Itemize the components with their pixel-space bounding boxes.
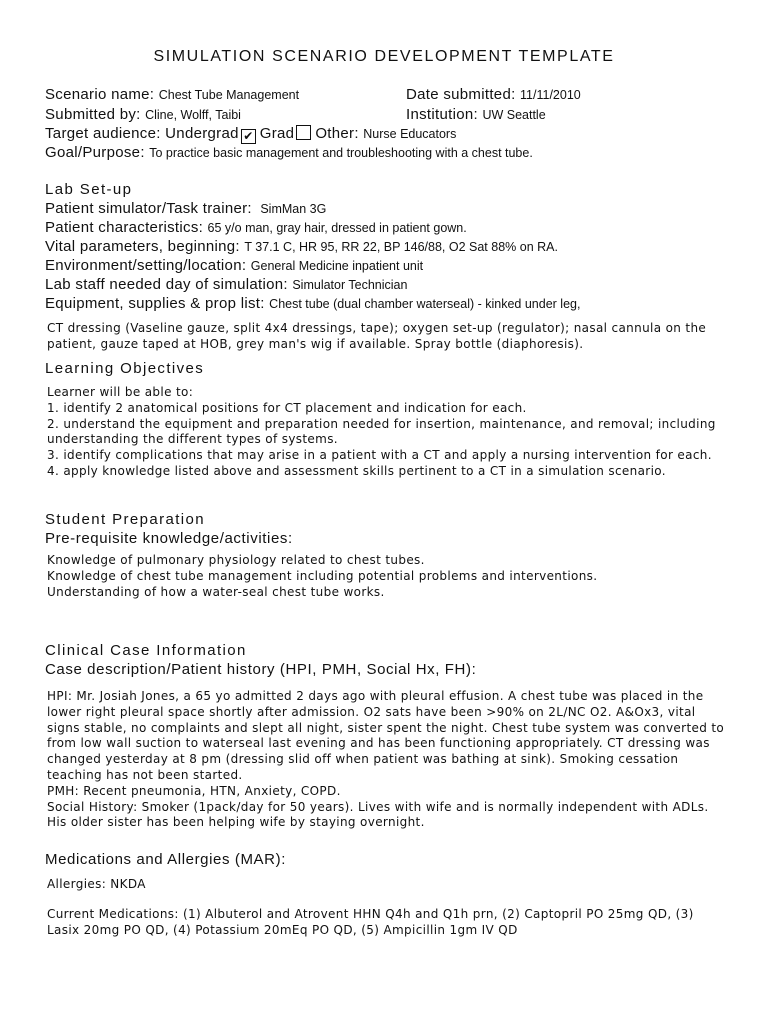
- case-line: lower right pleural space shortly after admission. O2 sats have been >90% on 2L/NC O2. A&Ox3, vital: [47, 704, 696, 719]
- case-line: from low wall suction to waterseal last evening and has been functioning appropriately. CT dressing was: [47, 736, 710, 751]
- target-audience-label: Target audience:: [45, 125, 161, 142]
- list-item: Knowledge of chest tube management including potential problems and interventions.: [47, 568, 598, 583]
- case-line: PMH: Recent pneumonia, HTN, Anxiety, COPD.: [47, 783, 341, 798]
- vitals-label: Vital parameters, beginning:: [45, 238, 240, 255]
- list-item: 4. apply knowledge listed above and assessment skills pertinent to a CT in a simulation scenario.: [47, 463, 666, 478]
- lab-setup-heading: Lab Set-up: [45, 181, 133, 198]
- student-preparation-heading: Student Preparation: [45, 511, 206, 528]
- case-line: Social History: Smoker (1pack/day for 50 years). Lives with wife and is normally independent with ADLs.: [47, 799, 709, 814]
- undergrad-checkbox[interactable]: ✔: [241, 129, 256, 144]
- environment-label: Environment/setting/location:: [45, 257, 247, 274]
- scenario-name-value: Chest Tube Management: [158, 88, 300, 102]
- case-description-subheading: Case description/Patient history (HPI, PMH, Social Hx, FH):: [45, 661, 477, 678]
- list-item: 3. identify complications that may arise in a patient with a CT and apply a nursing intervention for each.: [47, 448, 712, 463]
- target-audience-row: [45, 125, 456, 144]
- medications-heading: Medications and Allergies (MAR):: [45, 851, 286, 868]
- audience-other-value: Nurse Educators: [363, 127, 457, 141]
- characteristics-row: [45, 219, 467, 237]
- simulator-row: [45, 200, 326, 218]
- current-medications: [47, 907, 694, 939]
- clinical-case-heading: Clinical Case Information: [45, 642, 247, 659]
- case-line: His older sister has been helping wife by staying overnight.: [47, 815, 425, 830]
- grad-checkbox[interactable]: [296, 125, 311, 140]
- list-item: Knowledge of pulmonary physiology related to chest tubes.: [47, 553, 425, 567]
- case-line: changed yesterday at 8 pm (dressing slid off when patient was bathing at sink). Smoking cessation: [47, 752, 679, 767]
- list-item: Learner will be able to:: [47, 385, 194, 399]
- document-title: SIMULATION SCENARIO DEVELOPMENT TEMPLATE: [153, 48, 615, 65]
- audience-undergrad-label: Undergrad: [165, 125, 239, 142]
- staff-value: Simulator Technician: [292, 278, 408, 292]
- submitted-by-row: [45, 106, 241, 124]
- equipment-row: [45, 295, 580, 313]
- goal-row: [45, 144, 533, 162]
- date-submitted-row: [406, 86, 581, 104]
- case-description-text: [47, 689, 724, 831]
- medication-line: Current Medications: (1) Albuterol and Atrovent HHN Q4h and Q1h prn, (2) Captopril PO 25mg QD, (3): [47, 907, 694, 921]
- medication-line: Lasix 20mg PO QD, (4) Potassium 20mEq PO QD, (5) Ampicillin 1gm IV QD: [47, 922, 518, 937]
- staff-row: [45, 276, 407, 294]
- scenario-name-row: [45, 86, 299, 104]
- goal-value: To practice basic management and troubleshooting with a chest tube.: [149, 146, 533, 160]
- equipment-label: Equipment, supplies & prop list:: [45, 295, 265, 312]
- institution-row: [406, 106, 546, 124]
- staff-label: Lab staff needed day of simulation:: [45, 276, 288, 293]
- list-item: Understanding of how a water-seal chest tube works.: [47, 584, 385, 599]
- audience-grad-label: Grad: [259, 125, 295, 142]
- simulator-label: Patient simulator/Task trainer:: [45, 200, 252, 217]
- equipment-value: Chest tube (dual chamber waterseal) - kinked under leg,: [269, 297, 581, 311]
- vitals-value: T 37.1 C, HR 95, RR 22, BP 146/88, O2 Sat 88% on RA.: [244, 240, 558, 254]
- allergies-text: Allergies: NKDA: [47, 877, 146, 891]
- audience-other-label: Other:: [315, 125, 359, 142]
- characteristics-label: Patient characteristics:: [45, 219, 204, 236]
- equipment-line: CT dressing (Vaseline gauze, split 4x4 dressings, tape); oxygen set-up (regulator); nasal cannula on the: [47, 321, 707, 335]
- equipment-line: patient, gauze taped at HOB, grey man's wig if available. Spray bottle (diaphoresis).: [47, 336, 584, 351]
- institution-label: Institution:: [406, 106, 478, 123]
- date-submitted-label: Date submitted:: [406, 86, 516, 103]
- equipment-details: [47, 321, 706, 353]
- vitals-row: [45, 238, 558, 256]
- case-line: signs stable, no complaints and slept all night, sister spent the night. Chest tube system was converted to: [47, 720, 725, 735]
- scenario-name-label: Scenario name:: [45, 86, 155, 103]
- prerequisite-list: [47, 553, 597, 600]
- list-item: 1. identify 2 anatomical positions for CT placement and indication for each.: [47, 400, 527, 415]
- case-line: HPI: Mr. Josiah Jones, a 65 yo admitted 2 days ago with pleural effusion. A chest tube was placed in the: [47, 689, 704, 703]
- submitted-by-value: Cline, Wolff, Taibi: [145, 108, 241, 122]
- institution-value: UW Seattle: [482, 108, 546, 122]
- goal-label: Goal/Purpose:: [45, 144, 145, 161]
- list-item: understanding the different types of systems.: [47, 432, 338, 447]
- list-item: 2. understand the equipment and preparation needed for insertion, maintenance, and removal; including: [47, 416, 716, 431]
- characteristics-value: 65 y/o man, gray hair, dressed in patient gown.: [207, 221, 467, 235]
- date-submitted-value: 11/11/2010: [520, 88, 581, 102]
- case-line: teaching has not been started.: [47, 767, 243, 782]
- prerequisite-subheading: Pre-requisite knowledge/activities:: [45, 530, 293, 547]
- learning-objectives-heading: Learning Objectives: [45, 360, 205, 377]
- environment-value: General Medicine inpatient unit: [250, 259, 424, 273]
- learning-objectives-list: [47, 385, 716, 480]
- submitted-by-label: Submitted by:: [45, 106, 141, 123]
- environment-row: [45, 257, 423, 275]
- simulator-value: SimMan 3G: [260, 202, 327, 216]
